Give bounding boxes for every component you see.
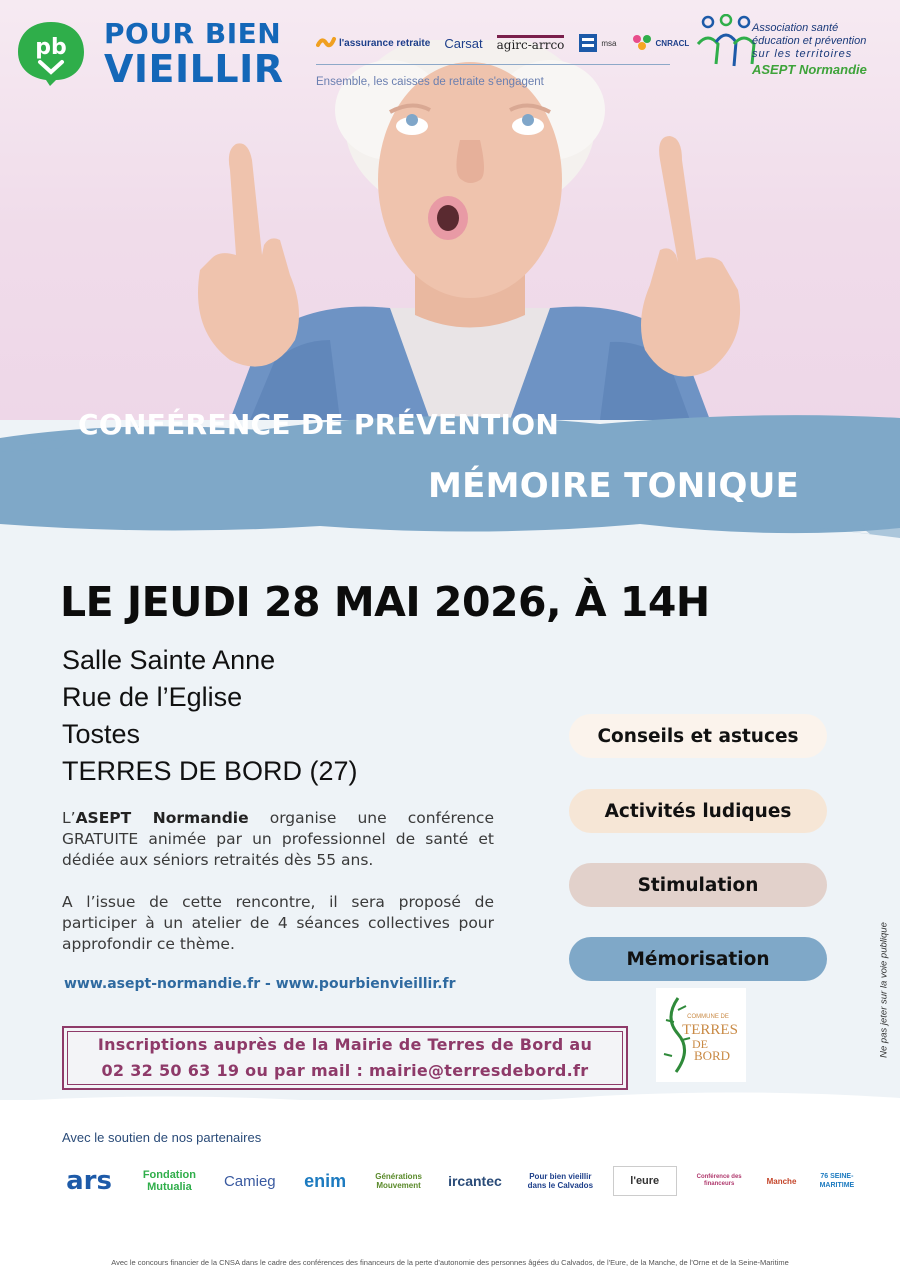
event-date: LE JEUDI 28 MAI 2026, À 14H bbox=[60, 578, 710, 626]
pbv-calvados-logo: Pour bien vieillir dans le Calvados bbox=[527, 1172, 594, 1190]
header-area bbox=[0, 0, 900, 420]
pour-bien-vieillir-logo-icon bbox=[16, 20, 86, 86]
vertical-notice: Ne pas jeter sur la voie publique bbox=[878, 922, 890, 1058]
terres-de-bord-logo bbox=[656, 988, 746, 1082]
svg-text:TERRES: TERRES bbox=[682, 1022, 738, 1038]
agirc-arrco-logo: agirc-arrco bbox=[497, 35, 565, 52]
senior-woman-photo bbox=[190, 40, 750, 420]
description-paragraph-2: A l’issue de cette rencontre, il sera proposé de participer à un atelier de 4 séances collectives pour approfondir ce thème. bbox=[62, 893, 494, 953]
theme-pill-activites: Activités ludiques bbox=[569, 789, 827, 833]
address-line: Rue de l’Eglise bbox=[62, 682, 243, 712]
websites-link[interactable]: www.asept-normandie.fr - www.pourbienvieillir.fr bbox=[64, 976, 456, 992]
enim-logo: enim bbox=[304, 1170, 347, 1191]
msa-icon bbox=[578, 33, 598, 53]
pour-bien-vieillir-wordmark bbox=[104, 17, 284, 91]
camieg-logo: Camieg bbox=[223, 1172, 276, 1190]
svg-text:COMMUNE DE: COMMUNE DE bbox=[687, 1014, 729, 1020]
cnracl-icon bbox=[631, 33, 653, 53]
cnracl-logo: CNRACL bbox=[631, 33, 690, 53]
ars-logo: ars bbox=[66, 1166, 112, 1196]
event-address bbox=[62, 642, 358, 790]
seine-maritime-logo: 76 SEINE-MARITIME bbox=[819, 1173, 855, 1189]
pbv-line2: VIEILLIR bbox=[104, 47, 284, 91]
theme-pill-conseils: Conseils et astuces bbox=[569, 714, 827, 758]
svg-text:pb: pb bbox=[35, 35, 67, 60]
event-description bbox=[62, 808, 494, 976]
funding-fine-print: Avec le concours financier de la CNSA dans le cadre des conférences des financeurs de la perte d'autonomie des personnes âgées du Calvados, de l'Eure, de la Manche, de l'Orne et de la Seine-Maritime bbox=[111, 1258, 789, 1267]
registration-box bbox=[62, 1026, 628, 1090]
manche-logo: Manche bbox=[766, 1176, 797, 1186]
svg-text:DE: DE bbox=[692, 1037, 708, 1051]
theme-pill-stimulation: Stimulation bbox=[569, 863, 827, 907]
asept-people-icon bbox=[694, 14, 760, 70]
partners-heading: Avec le soutien de nos partenaires bbox=[62, 1130, 262, 1145]
carsat-logo: Carsat bbox=[444, 35, 483, 51]
assurance-retraite-logo: l'assurance retraite bbox=[316, 35, 430, 51]
msa-logo: msa bbox=[578, 33, 616, 53]
retirement-funds-logos bbox=[316, 22, 690, 64]
address-line: Tostes bbox=[62, 719, 141, 749]
banner-subtitle: MÉMOIRE TONIQUE bbox=[428, 466, 800, 506]
conference-financeurs-logo: Conférence des financeurs bbox=[696, 1174, 742, 1187]
registration-line-2[interactable]: 02 32 50 63 19 ou par mail : mairie@terresdebord.fr bbox=[101, 1061, 589, 1080]
assurance-retraite-icon bbox=[316, 35, 336, 51]
svg-text:BORD: BORD bbox=[693, 1048, 731, 1063]
partner-logos bbox=[58, 1158, 858, 1204]
fondation-mutualia-logo: Fondation Mutualia bbox=[142, 1169, 196, 1193]
eure-logo: l'eure bbox=[613, 1166, 677, 1196]
registration-line-1: Inscriptions auprès de la Mairie de Terres de Bord au bbox=[97, 1035, 593, 1054]
theme-pill-memorisation: Mémorisation bbox=[569, 937, 827, 981]
pbv-line1: POUR BIEN bbox=[104, 17, 282, 50]
header-divider bbox=[316, 64, 670, 65]
address-line: TERRES DE BORD (27) bbox=[62, 756, 358, 786]
tagline: Ensemble, les caisses de retraite s'engagent bbox=[316, 76, 544, 88]
ircantec-logo: ircantec bbox=[448, 1173, 502, 1189]
address-line: Salle Sainte Anne bbox=[62, 645, 276, 675]
banner-title: CONFÉRENCE DE PRÉVENTION bbox=[78, 408, 560, 441]
description-paragraph-1: L’ASEPT Normandie organise une conférence GRATUITE animée par un professionnel de santé et dédiée aux séniors retraités dès 55 ans. bbox=[62, 809, 494, 869]
asept-normandie-logo: Association santé éducation et prévention sur les territoires ASEPT Normandie bbox=[752, 22, 867, 77]
generations-mouvement-logo: Générations Mouvement bbox=[375, 1172, 422, 1190]
